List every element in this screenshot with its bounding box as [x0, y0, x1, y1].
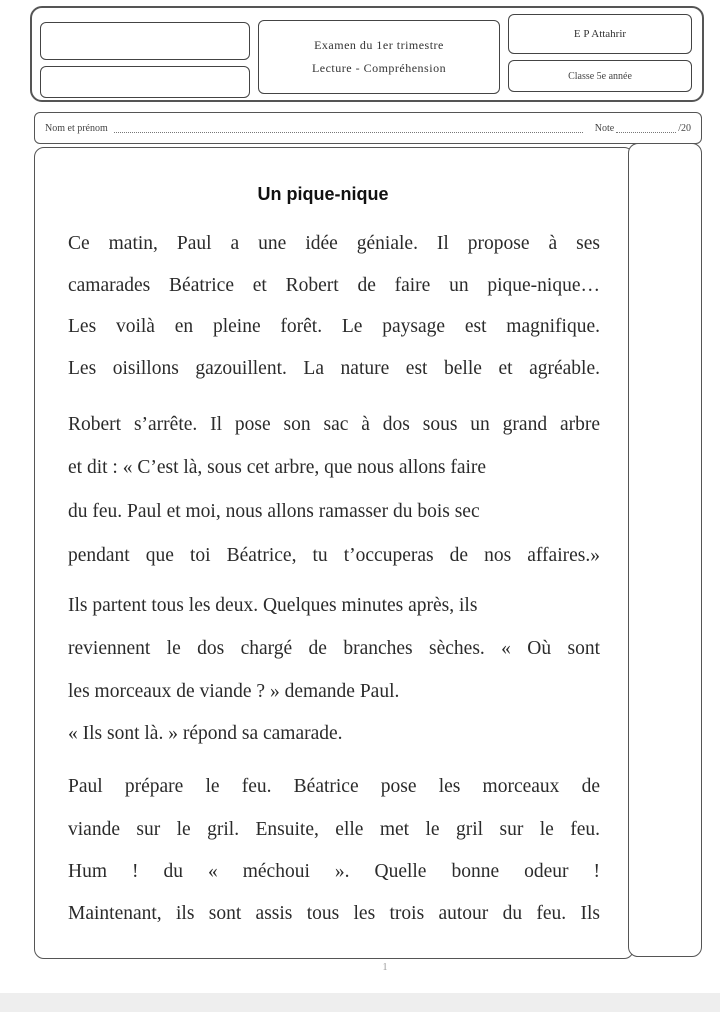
text-line: Ils partent tous les deux. Quelques minutes après, ils: [68, 595, 478, 616]
text-line: Ce matin, Paul a une idée géniale. Il propose à ses: [68, 233, 600, 254]
page-bottom-band: [0, 993, 720, 1012]
exam-subtitle: Lecture - Compréhension: [311, 61, 447, 75]
text-line: Les voilà en pleine forêt. Le paysage est magnifique.: [68, 316, 600, 337]
text-line: Paul prépare le feu. Béatrice pose les morceaux de: [68, 776, 600, 797]
text-line: reviennent le dos chargé de branches sèches. « Où sont: [68, 638, 600, 659]
exam-title-box: [258, 20, 500, 94]
name-dotted-line[interactable]: [114, 123, 583, 133]
text-line: les morceaux de viande ? » demande Paul.: [68, 681, 400, 702]
exam-title: Examen du 1er trimestre: [314, 38, 444, 52]
school-name: E P Attahrir: [508, 14, 692, 54]
page-number: 1: [382, 962, 388, 973]
header-blank-box-bottom: [40, 66, 250, 98]
margin-frame: [628, 143, 702, 957]
text-line: Robert s’arrête. Il pose son sac à dos sous un grand arbre: [68, 414, 600, 435]
text-title: Un pique-nique: [257, 184, 389, 204]
text-line: Les oisillons gazouillent. La nature est belle et agréable.: [68, 358, 600, 379]
text-line: du feu. Paul et moi, nous allons ramasser du bois sec: [68, 501, 480, 522]
text-line: Maintenant, ils sont assis tous les trois autour du feu. Ils: [68, 903, 600, 924]
student-name-row: [34, 112, 702, 144]
text-line: viande sur le gril. Ensuite, elle met le gril sur le feu.: [68, 819, 600, 840]
text-line: camarades Béatrice et Robert de faire un pique-nique…: [68, 275, 600, 296]
note-label: Note: [594, 122, 615, 134]
text-line: Hum ! du « méchoui ». Quelle bonne odeur !: [68, 861, 600, 882]
text-line: « Ils sont là. » répond sa camarade.: [68, 723, 343, 744]
exam-header: [30, 6, 704, 102]
text-line: et dit : « C’est là, sous cet arbre, que nous allons faire: [68, 457, 487, 478]
note-dotted-line[interactable]: [616, 123, 676, 133]
note-max: /20: [678, 122, 691, 134]
class-label: Classe 5e année: [508, 60, 692, 92]
text-line: pendant que toi Béatrice, tu t’occuperas de nos affaires.»: [68, 545, 600, 566]
name-label: Nom et prénom: [45, 122, 108, 134]
header-blank-box-top: [40, 22, 250, 60]
